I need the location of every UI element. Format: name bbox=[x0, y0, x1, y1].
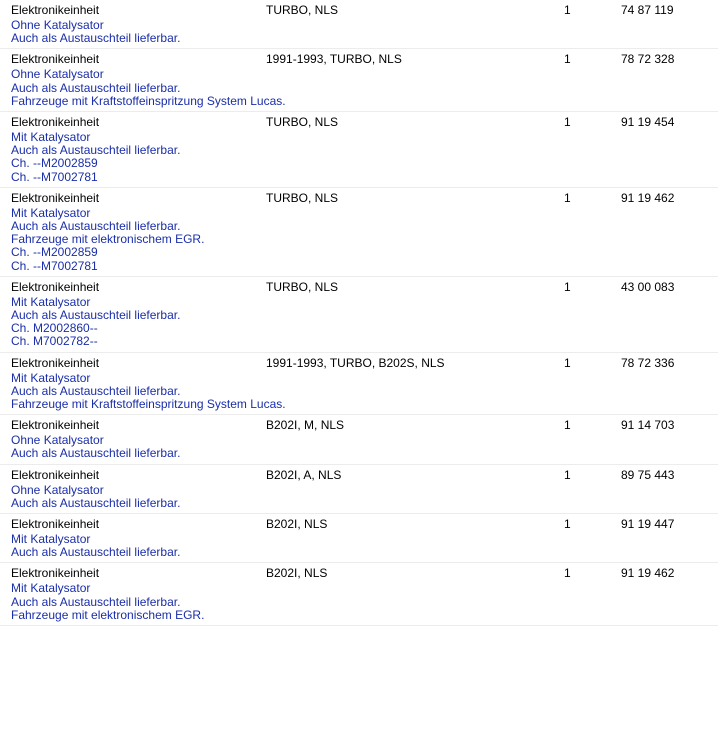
part-number: 78 72 336 bbox=[621, 355, 675, 370]
part-qty: 1 bbox=[564, 355, 571, 370]
part-entry[interactable] bbox=[0, 353, 718, 416]
part-spec: B202I, A, NLS bbox=[266, 467, 342, 482]
part-note: Ohne Katalysator bbox=[11, 433, 104, 448]
part-header bbox=[11, 278, 718, 296]
part-note: Auch als Austauschteil lieferbar. bbox=[11, 31, 181, 46]
part-entry[interactable] bbox=[0, 188, 718, 277]
part-note: Ohne Katalysator bbox=[11, 18, 104, 32]
part-qty: 1 bbox=[564, 279, 571, 294]
part-note: Ch. M7002782-- bbox=[11, 334, 98, 349]
part-qty: 1 bbox=[564, 467, 571, 482]
part-note: Ch. M2002860-- bbox=[11, 321, 98, 336]
part-spec: TURBO, NLS bbox=[266, 3, 339, 17]
part-note: Fahrzeuge mit Kraftstoffeinspritzung System Lucas. bbox=[11, 93, 286, 108]
part-spec: TURBO, NLS bbox=[266, 279, 339, 294]
part-note: Mit Katalysator bbox=[11, 205, 91, 220]
part-note: Ch. --M2002859 bbox=[11, 245, 98, 260]
part-name: Elektronikeinheit bbox=[11, 517, 100, 532]
part-notes bbox=[11, 533, 718, 559]
part-note: Auch als Austauschteil lieferbar. bbox=[11, 495, 181, 510]
part-notes bbox=[11, 582, 718, 622]
part-note: Mit Katalysator bbox=[11, 294, 91, 309]
part-note: Auch als Austauschteil lieferbar. bbox=[11, 545, 181, 560]
part-entry[interactable] bbox=[0, 277, 718, 353]
part-notes bbox=[11, 131, 718, 184]
part-notes bbox=[11, 68, 718, 108]
part-note: Ch. --M2002859 bbox=[11, 156, 98, 171]
part-note: Mit Katalysator bbox=[11, 370, 91, 385]
part-notes bbox=[11, 372, 718, 412]
part-number: 78 72 328 bbox=[621, 52, 675, 67]
part-number: 89 75 443 bbox=[621, 467, 675, 482]
part-number: 91 19 454 bbox=[621, 115, 675, 130]
part-notes bbox=[11, 484, 718, 510]
part-qty: 1 bbox=[564, 190, 571, 205]
part-name: Elektronikeinheit bbox=[11, 190, 100, 205]
part-entry[interactable] bbox=[0, 563, 718, 626]
part-note: Auch als Austauschteil lieferbar. bbox=[11, 143, 181, 158]
part-note: Ch. --M7002781 bbox=[11, 258, 98, 273]
part-header bbox=[11, 189, 718, 207]
part-note: Ch. --M7002781 bbox=[11, 169, 98, 184]
part-note: Auch als Austauschteil lieferbar. bbox=[11, 383, 181, 398]
part-spec: B202I, NLS bbox=[266, 566, 328, 581]
part-note: Auch als Austauschteil lieferbar. bbox=[11, 219, 181, 234]
part-spec: TURBO, NLS bbox=[266, 115, 339, 130]
part-notes bbox=[11, 434, 718, 460]
part-entry[interactable] bbox=[0, 514, 718, 563]
part-header bbox=[11, 50, 718, 68]
part-number: 74 87 119 bbox=[621, 3, 674, 17]
part-name: Elektronikeinheit bbox=[11, 566, 100, 581]
part-header bbox=[11, 416, 718, 434]
part-header bbox=[11, 113, 718, 131]
part-header bbox=[11, 354, 718, 372]
part-qty: 1 bbox=[564, 52, 571, 67]
part-qty: 1 bbox=[564, 566, 571, 581]
part-qty: 1 bbox=[564, 115, 571, 130]
part-name: Elektronikeinheit bbox=[11, 418, 100, 433]
part-note: Ohne Katalysator bbox=[11, 482, 104, 497]
part-name: Elektronikeinheit bbox=[11, 355, 100, 370]
part-notes bbox=[11, 296, 718, 349]
part-qty: 1 bbox=[564, 418, 571, 433]
part-qty: 1 bbox=[564, 3, 571, 17]
part-entry[interactable] bbox=[0, 415, 718, 464]
part-note: Auch als Austauschteil lieferbar. bbox=[11, 308, 181, 323]
part-spec: B202I, M, NLS bbox=[266, 418, 345, 433]
part-number: 91 19 462 bbox=[621, 190, 675, 205]
part-entry[interactable] bbox=[0, 465, 718, 514]
part-note: Mit Katalysator bbox=[11, 532, 91, 547]
part-name: Elektronikeinheit bbox=[11, 52, 100, 67]
part-entry[interactable] bbox=[0, 0, 718, 49]
part-note: Auch als Austauschteil lieferbar. bbox=[11, 446, 181, 461]
part-header bbox=[11, 1, 718, 19]
part-spec: TURBO, NLS bbox=[266, 190, 339, 205]
part-name: Elektronikeinheit bbox=[11, 115, 100, 130]
part-header bbox=[11, 564, 718, 582]
part-name: Elektronikeinheit bbox=[11, 467, 100, 482]
part-note: Auch als Austauschteil lieferbar. bbox=[11, 594, 181, 609]
part-name: Elektronikeinheit bbox=[11, 3, 100, 17]
part-header bbox=[11, 466, 718, 484]
part-number: 43 00 083 bbox=[621, 279, 675, 294]
part-note: Fahrzeuge mit Kraftstoffeinspritzung System Lucas. bbox=[11, 397, 286, 412]
part-notes bbox=[11, 207, 718, 273]
part-note: Ohne Katalysator bbox=[11, 67, 104, 82]
part-spec: B202I, NLS bbox=[266, 517, 328, 532]
part-name: Elektronikeinheit bbox=[11, 279, 100, 294]
part-spec: 1991-1993, TURBO, B202S, NLS bbox=[266, 355, 445, 370]
part-note: Auch als Austauschteil lieferbar. bbox=[11, 80, 181, 95]
part-number: 91 14 703 bbox=[621, 418, 675, 433]
part-note: Mit Katalysator bbox=[11, 581, 91, 596]
part-spec: 1991-1993, TURBO, NLS bbox=[266, 52, 402, 67]
part-entry[interactable] bbox=[0, 112, 718, 188]
part-note: Fahrzeuge mit elektronischem EGR. bbox=[11, 607, 205, 622]
part-header bbox=[11, 515, 718, 533]
part-note: Fahrzeuge mit elektronischem EGR. bbox=[11, 232, 205, 247]
part-number: 91 19 462 bbox=[621, 566, 675, 581]
part-note: Mit Katalysator bbox=[11, 130, 91, 145]
part-qty: 1 bbox=[564, 517, 571, 532]
part-notes bbox=[11, 19, 718, 45]
part-entry[interactable] bbox=[0, 49, 718, 112]
part-number: 91 19 447 bbox=[621, 517, 675, 532]
